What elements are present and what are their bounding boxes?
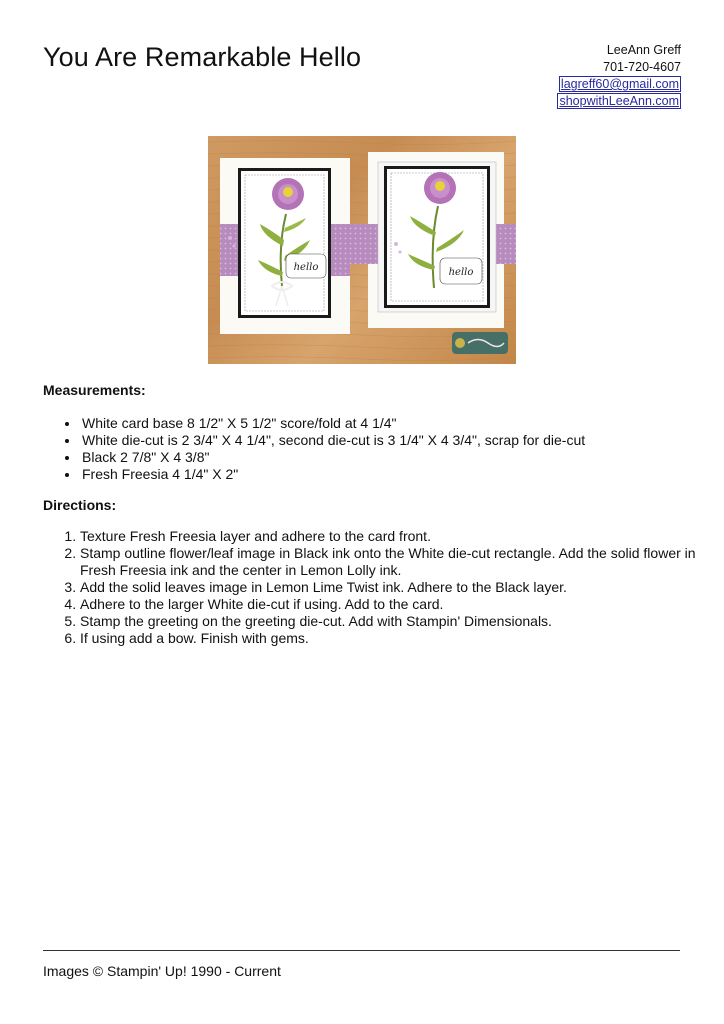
footer-copyright: Images © Stampin' Up! 1990 - Current — [43, 963, 281, 979]
list-item: • White card base 8 1/2" X 5 1/2" score/fold at 4 1/4" — [80, 415, 585, 432]
left-card-greeting: hello — [293, 262, 319, 273]
right-flower — [424, 172, 456, 204]
list-item: 3. Add the solid leaves image in Lemon Lime Twist ink. Adhere to the Black layer. — [80, 579, 700, 596]
phone-number: 701-720-4607 — [603, 60, 681, 74]
page-title: You Are Remarkable Hello — [43, 42, 362, 72]
right-card — [350, 152, 516, 328]
list-item: 1. Texture Fresh Freesia layer and adhere to the card front. — [80, 528, 700, 545]
left-card — [220, 158, 350, 334]
list-item: • Fresh Freesia 4 1/4" X 2" — [80, 466, 585, 483]
contact-block — [461, 42, 681, 110]
list-item: 5. Stamp the greeting on the greeting die-cut. Add with Stampin' Dimensionals. — [80, 613, 700, 630]
list-item: • Black 2 7/8" X 4 3/8" — [80, 449, 585, 466]
left-flower — [272, 178, 304, 210]
watermark-logo — [452, 332, 508, 354]
right-card-greeting: hello — [448, 267, 474, 278]
footer-divider — [43, 950, 680, 951]
measurements-heading: Measurements: — [43, 382, 146, 398]
website-link[interactable]: shopwithLeeAnn.com — [559, 94, 679, 108]
list-item: 6. If using add a bow. Finish with gems. — [80, 630, 700, 647]
list-item: 4. Adhere to the larger White die-cut if using. Add to the card. — [80, 596, 700, 613]
list-item: 2. Stamp outline flower/leaf image in Black ink onto the White die-cut rectangle. Add the solid flower in Fresh Freesia ink and the center in Lemon Lolly ink. — [80, 545, 700, 579]
author-name: LeeAnn Greff — [606, 43, 681, 57]
email-link[interactable]: lagreff60@gmail.com — [560, 77, 679, 91]
list-item: • White die-cut is 2 3/4" X 4 1/4", second die-cut is 3 1/4" X 4 3/4", scrap for die-cut — [80, 432, 585, 449]
directions-heading: Directions: — [43, 497, 117, 513]
measurements-list — [62, 415, 585, 483]
card-photo — [208, 136, 516, 364]
directions-list — [62, 528, 700, 647]
